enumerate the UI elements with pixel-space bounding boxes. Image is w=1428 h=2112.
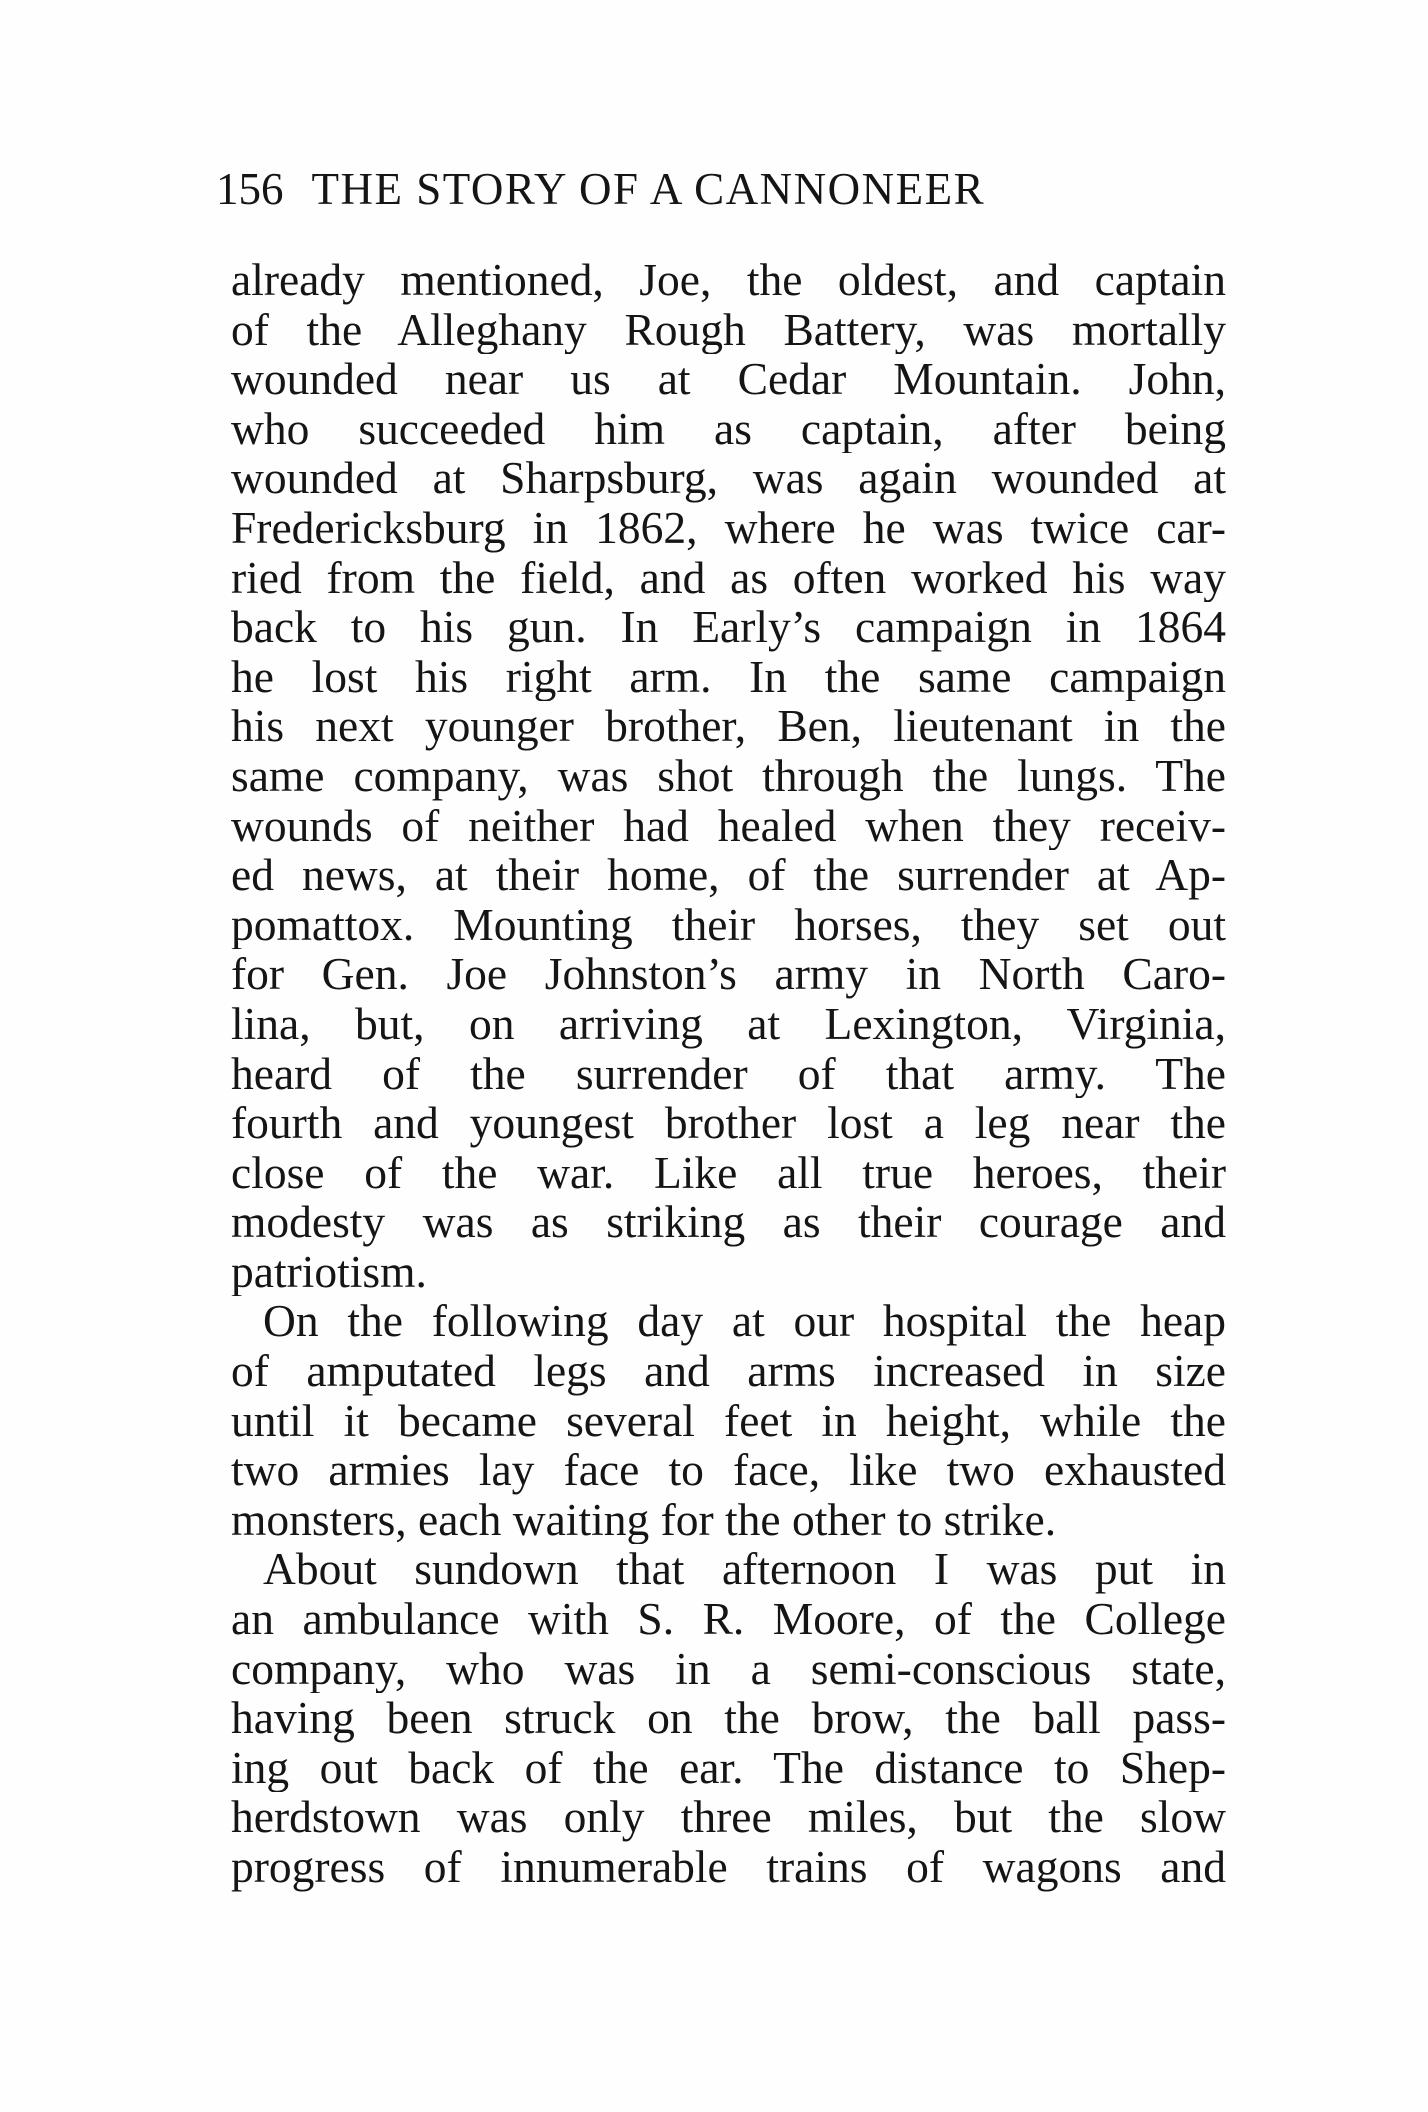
text-line: progress of innumerable trains of wagons and <box>231 1842 1226 1892</box>
text-line: lina, but, on arriving at Lexington, Virginia, <box>231 998 1226 1049</box>
text-line: wounded at Sharpsburg, was again wounded at <box>231 453 1226 503</box>
text-line: patriotism. <box>231 1246 427 1297</box>
text-line: of the Alleghany Rough Battery, was mortally <box>231 304 1226 355</box>
text-line: monsters, each waiting for the other to strike. <box>231 1494 1057 1545</box>
text-line: wounded near us at Cedar Mountain. John, <box>231 354 1226 404</box>
text-line: for Gen. Joe Johnston’s army in North Caro- <box>231 949 1226 999</box>
text-line: Fredericksburg in 1862, where he was twice car- <box>231 502 1226 553</box>
text-line: fourth and youngest brother lost a leg near the <box>231 1098 1226 1148</box>
text-line: who succeeded him as captain, after being <box>231 403 1226 454</box>
text-line: ried from the field, and as often worked his way <box>231 552 1226 603</box>
text-line: until it became several feet in height, while the <box>231 1395 1226 1446</box>
text-line: heard of the surrender of that army. The <box>231 1048 1226 1099</box>
text-line: ed news, at their home, of the surrender at Ap- <box>231 850 1226 900</box>
text-line: pomattox. Mounting their horses, they set out <box>231 899 1226 950</box>
text-line: ing out back of the ear. The distance to Shep- <box>231 1742 1226 1793</box>
running-title: THE STORY OF A CANNONEER <box>311 164 986 214</box>
text-line: herdstown was only three miles, but the slow <box>231 1792 1226 1842</box>
text-line: On the following day at our hospital the heap <box>263 1296 1226 1347</box>
text-line: wounds of neither had healed when they receiv- <box>231 800 1226 851</box>
body-text <box>231 255 1226 1892</box>
text-line: two armies lay face to face, like two exhausted <box>231 1445 1226 1495</box>
text-line: having been struck on the brow, the ball pass- <box>231 1693 1226 1743</box>
text-line: back to his gun. In Early’s campaign in 1864 <box>231 602 1226 652</box>
text-line: of amputated legs and arms increased in size <box>231 1346 1226 1396</box>
page-header <box>216 163 1216 223</box>
text-line: company, who was in a semi-conscious state, <box>231 1643 1226 1694</box>
text-line: modesty was as striking as their courage and <box>231 1197 1226 1247</box>
text-line: his next younger brother, Ben, lieutenant in the <box>231 701 1226 751</box>
text-line: close of the war. Like all true heroes, their <box>231 1147 1226 1198</box>
text-line: he lost his right arm. In the same campaign <box>231 651 1226 702</box>
text-line: same company, was shot through the lungs. The <box>231 750 1226 801</box>
page-number: 156 <box>216 164 284 214</box>
text-line: About sundown that afternoon I was put in <box>263 1544 1226 1595</box>
text-line: already mentioned, Joe, the oldest, and captain <box>231 255 1226 305</box>
text-line: an ambulance with S. R. Moore, of the College <box>231 1594 1226 1644</box>
